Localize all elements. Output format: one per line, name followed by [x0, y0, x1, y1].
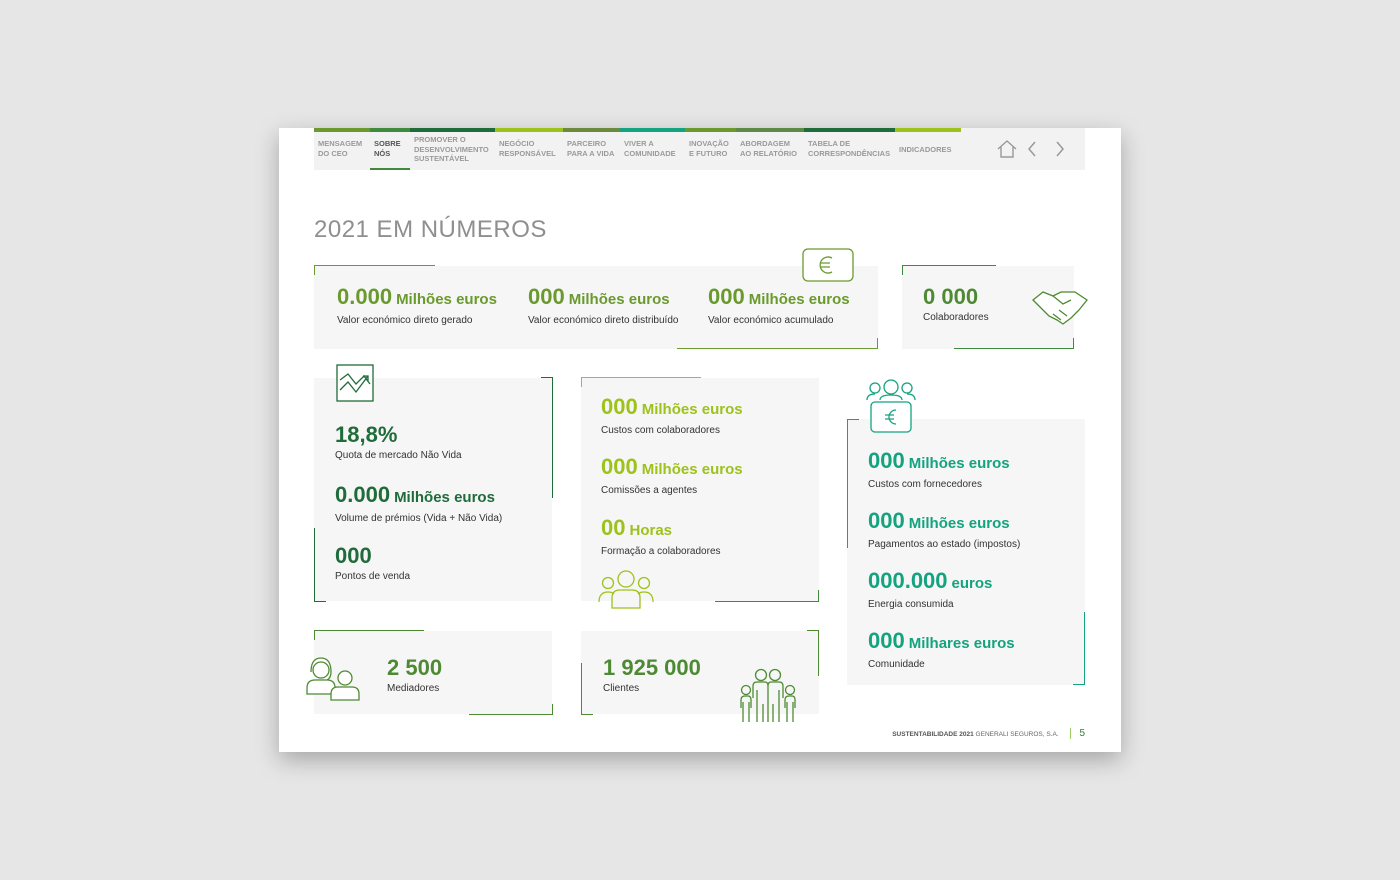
stat-energia-consumida — [868, 568, 992, 610]
stat-caption: Volume de prémios (Vida + Não Vida) — [335, 513, 503, 524]
card-corner-line — [877, 338, 878, 349]
stat-value: 0.000 — [337, 284, 393, 309]
stat-caption: Valor económico acumulado — [708, 315, 834, 326]
stat-value: 0.000 — [335, 482, 391, 507]
tab-label: SOBRE NÓS — [374, 139, 401, 158]
stat-number — [868, 448, 1010, 477]
stat-colaboradores — [923, 284, 989, 323]
stat-value: 000 — [868, 628, 905, 653]
stat-unit: Milhões euros — [748, 291, 850, 308]
card-corner-line — [715, 601, 819, 602]
company-name: GENERALI SEGUROS, S.A. — [975, 731, 1059, 738]
stat-value: 000 — [601, 394, 638, 419]
tab-color-bar — [495, 128, 563, 132]
card-corner-line — [581, 377, 701, 378]
chevron-right-icon[interactable] — [1054, 139, 1066, 164]
stat-custos-colaboradores — [601, 394, 743, 436]
stat-caption: Pontos de venda — [335, 571, 411, 582]
tab-label: INDICADORES — [899, 145, 952, 154]
tab-tabela-correspondencias[interactable] — [804, 128, 895, 170]
chevron-left-icon[interactable] — [1026, 139, 1038, 164]
stat-unit: Milhões euros — [394, 489, 495, 506]
stat-value: 000 — [868, 508, 905, 533]
stat-number: 2 500 — [387, 655, 443, 680]
people-euro-icon — [865, 378, 917, 439]
stat-number: 18,8% — [335, 422, 398, 447]
stat-number — [335, 482, 502, 511]
stat-unit: Milhões euros — [908, 455, 1010, 472]
stat-unit: euros — [951, 575, 993, 592]
home-icon[interactable] — [996, 139, 1018, 164]
stat-value: 000 — [868, 448, 905, 473]
tab-label: TABELA DE CORRESPONDÊNCIAS — [808, 139, 891, 158]
page-footer — [892, 728, 1085, 739]
tab-abordagem-relatorio[interactable] — [736, 128, 804, 170]
card-corner-line — [314, 630, 315, 640]
stat-caption: Clientes — [603, 683, 640, 694]
card-corner-line — [1084, 612, 1085, 685]
stat-comunidade — [868, 628, 1015, 670]
tab-color-bar — [370, 128, 410, 132]
section-nav — [314, 128, 1085, 170]
team-icon — [597, 568, 655, 615]
stat-value: 000.000 — [868, 568, 948, 593]
stat-quota-mercado — [335, 422, 462, 461]
card-corner-line — [552, 704, 553, 715]
card-corner-line — [1073, 338, 1074, 349]
stat-number — [601, 394, 743, 423]
stat-caption: Quota de mercado Não Vida — [335, 450, 462, 461]
card-corner-line — [902, 265, 996, 266]
stat-custos-fornecedores — [868, 448, 1010, 490]
stat-unit: Milhões euros — [396, 291, 497, 308]
card-corner-line — [581, 714, 593, 715]
tab-color-bar — [563, 128, 620, 132]
trend-chart-icon — [336, 364, 374, 407]
card-corner-line — [1073, 684, 1085, 685]
tab-color-bar — [314, 128, 370, 132]
euro-note-icon — [802, 248, 854, 287]
stat-value: 000 — [601, 454, 638, 479]
card-corner-line — [818, 590, 819, 602]
card-corner-line — [314, 265, 315, 275]
stat-caption: Valor económico direto gerado — [337, 315, 473, 326]
stat-number: 1 925 000 — [603, 655, 701, 680]
tab-negocio-responsavel[interactable] — [495, 128, 563, 170]
tab-label: VIVER A COMUNIDADE — [624, 139, 676, 158]
family-icon — [739, 668, 797, 729]
stat-valor-gerado — [337, 284, 497, 326]
tab-label: PARCEIRO PARA A VIDA — [567, 139, 615, 158]
stat-valor-distribuido — [528, 284, 678, 326]
tab-label: PROMOVER O DESENVOLVIMENTO SUSTENTÁVEL — [414, 135, 489, 163]
tab-color-bar — [895, 128, 961, 132]
card-corner-line — [314, 265, 435, 266]
stat-caption: Pagamentos ao estado (impostos) — [868, 539, 1021, 550]
report-page — [279, 128, 1121, 752]
card-corner-line — [902, 265, 903, 275]
card-corner-line — [314, 601, 326, 602]
tab-label: NEGÓCIO RESPONSÁVEL — [499, 139, 556, 158]
stat-value: 000 — [708, 284, 745, 309]
stat-caption: Formação a colaboradores — [601, 546, 721, 557]
card-corner-line — [552, 377, 553, 498]
stat-volume-premios — [335, 482, 502, 524]
tab-color-bar — [804, 128, 895, 132]
card-corner-line — [847, 419, 848, 548]
stat-number — [528, 284, 678, 313]
tab-inovacao-futuro[interactable] — [685, 128, 736, 170]
stat-caption: Comunidade — [868, 659, 925, 670]
stat-comissoes-agentes — [601, 454, 743, 496]
stat-caption: Mediadores — [387, 683, 440, 694]
card-corner-line — [314, 630, 424, 631]
card-corner-line — [847, 419, 859, 420]
tab-color-bar — [685, 128, 736, 132]
stat-number — [601, 454, 743, 483]
report-name: SUSTENTABILIDADE 2021 — [892, 731, 974, 738]
tab-color-bar — [620, 128, 685, 132]
card-corner-line — [581, 377, 582, 387]
stat-caption: Comissões a agentes — [601, 485, 698, 496]
stat-formacao — [601, 515, 721, 557]
handshake-icon — [1031, 286, 1089, 333]
stat-caption: Valor económico direto distribuído — [528, 315, 679, 326]
stat-number — [868, 508, 1020, 537]
tab-mensagem-ceo[interactable] — [314, 128, 370, 170]
stat-number — [708, 284, 850, 313]
stat-caption: Energia consumida — [868, 599, 954, 610]
stat-unit: Horas — [629, 522, 673, 539]
stat-caption: Colaboradores — [923, 312, 989, 323]
stat-unit: Milhões euros — [641, 401, 743, 418]
card-corner-line — [314, 528, 315, 602]
tab-color-bar — [410, 128, 495, 132]
stat-mediadores — [387, 655, 442, 694]
stat-number — [868, 628, 1015, 657]
tab-label: ABORDAGEM AO RELATÓRIO — [740, 139, 797, 158]
card-corner-line — [677, 348, 878, 349]
tab-color-bar — [736, 128, 804, 132]
card-corner-line — [818, 630, 819, 676]
stat-value: 00 — [601, 515, 626, 540]
stat-number — [601, 515, 721, 544]
stat-unit: Milhões euros — [641, 461, 743, 478]
tab-label: MENSAGEM DO CEO — [318, 139, 363, 158]
stat-number — [337, 284, 497, 313]
tab-sobre-nos[interactable] — [370, 128, 410, 170]
page-title: 2021 EM NÚMEROS — [314, 216, 547, 243]
tab-indicadores[interactable] — [895, 128, 961, 170]
stat-caption: Custos com fornecedores — [868, 479, 982, 490]
tab-viver-comunidade[interactable] — [620, 128, 685, 170]
stat-caption: Custos com colaboradores — [601, 425, 720, 436]
stat-number — [868, 568, 992, 597]
stat-pontos-venda — [335, 543, 410, 582]
stat-number: 0 000 — [923, 284, 979, 309]
stat-number: 000 — [335, 543, 372, 568]
card-corner-line — [954, 348, 1074, 349]
stat-value: 000 — [528, 284, 565, 309]
card-corner-line — [469, 714, 553, 715]
stat-unit: Milhares euros — [908, 635, 1015, 652]
active-tab-underline — [370, 168, 410, 170]
tab-parceiro-vida[interactable] — [563, 128, 620, 170]
page-number: 5 — [1070, 728, 1085, 739]
stat-clientes — [603, 655, 701, 694]
stat-valor-acumulado — [708, 284, 850, 326]
agents-icon — [305, 654, 361, 707]
stat-unit: Milhões euros — [568, 291, 670, 308]
tab-label: INOVAÇÃO E FUTURO — [689, 139, 729, 158]
card-corner-line — [581, 663, 582, 714]
stat-unit: Milhões euros — [908, 515, 1010, 532]
stat-pagamentos-estado — [868, 508, 1020, 550]
tab-promover-desenvolvimento[interactable] — [410, 128, 495, 170]
